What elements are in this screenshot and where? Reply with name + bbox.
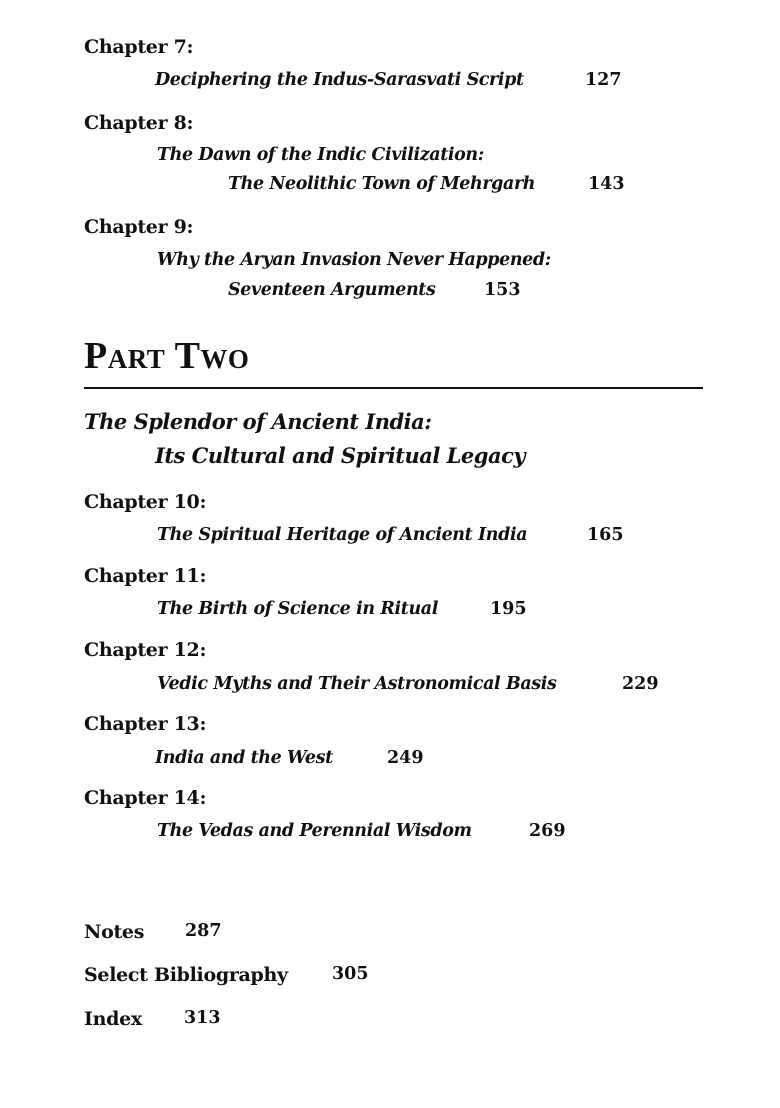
chapter-12-title: Vedic Myths and Their Astronomical Basis <box>157 674 557 694</box>
chapter-14-label: Chapter 14: <box>84 787 207 809</box>
chapter-9-label: Chapter 9: <box>84 216 194 238</box>
chapter-13-label: Chapter 13: <box>84 713 207 735</box>
chapter-10-label: Chapter 10: <box>84 491 207 513</box>
bibliography-page: 305 <box>332 964 369 984</box>
chapter-8-label: Chapter 8: <box>84 112 194 134</box>
part-two-subtitle-line-1: The Splendor of Ancient India: <box>84 409 432 434</box>
chapter-8-title-line-2: The Neolithic Town of Mehrgarh <box>228 174 536 194</box>
chapter-7-label: Chapter 7: <box>84 36 194 58</box>
chapter-12-label: Chapter 12: <box>84 639 207 661</box>
notes-label: Notes <box>84 921 145 943</box>
chapter-13-page: 249 <box>387 748 424 768</box>
chapter-9-title-line-1: Why the Aryan Invasion Never Happened: <box>157 250 551 270</box>
chapter-11-page: 195 <box>490 599 527 619</box>
chapter-8-page: 143 <box>588 174 625 194</box>
chapter-9-title-line-2: Seventeen Arguments <box>228 280 436 300</box>
index-page: 313 <box>184 1008 221 1028</box>
chapter-10-title: The Spiritual Heritage of Ancient India <box>157 525 528 545</box>
chapter-8-title-line-1: The Dawn of the Indic Civilization: <box>157 145 484 165</box>
chapter-7-title: Deciphering the Indus-Sarasvati Script <box>155 70 524 90</box>
chapter-10-page: 165 <box>587 525 624 545</box>
chapter-11-title: The Birth of Science in Ritual <box>157 599 438 619</box>
chapter-7-page: 127 <box>585 70 622 90</box>
notes-page: 287 <box>185 921 222 941</box>
chapter-13-title: India and the West <box>155 748 333 768</box>
chapter-9-page: 153 <box>484 280 521 300</box>
index-label: Index <box>84 1008 142 1030</box>
part-divider <box>84 387 703 389</box>
chapter-14-page: 269 <box>529 821 566 841</box>
chapter-12-page: 229 <box>622 674 659 694</box>
chapter-14-title: The Vedas and Perennial Wisdom <box>157 821 472 841</box>
part-two-heading: Part Two <box>84 335 250 377</box>
bibliography-label: Select Bibliography <box>84 964 288 986</box>
part-two-subtitle-line-2: Its Cultural and Spiritual Legacy <box>155 443 526 468</box>
chapter-11-label: Chapter 11: <box>84 565 207 587</box>
